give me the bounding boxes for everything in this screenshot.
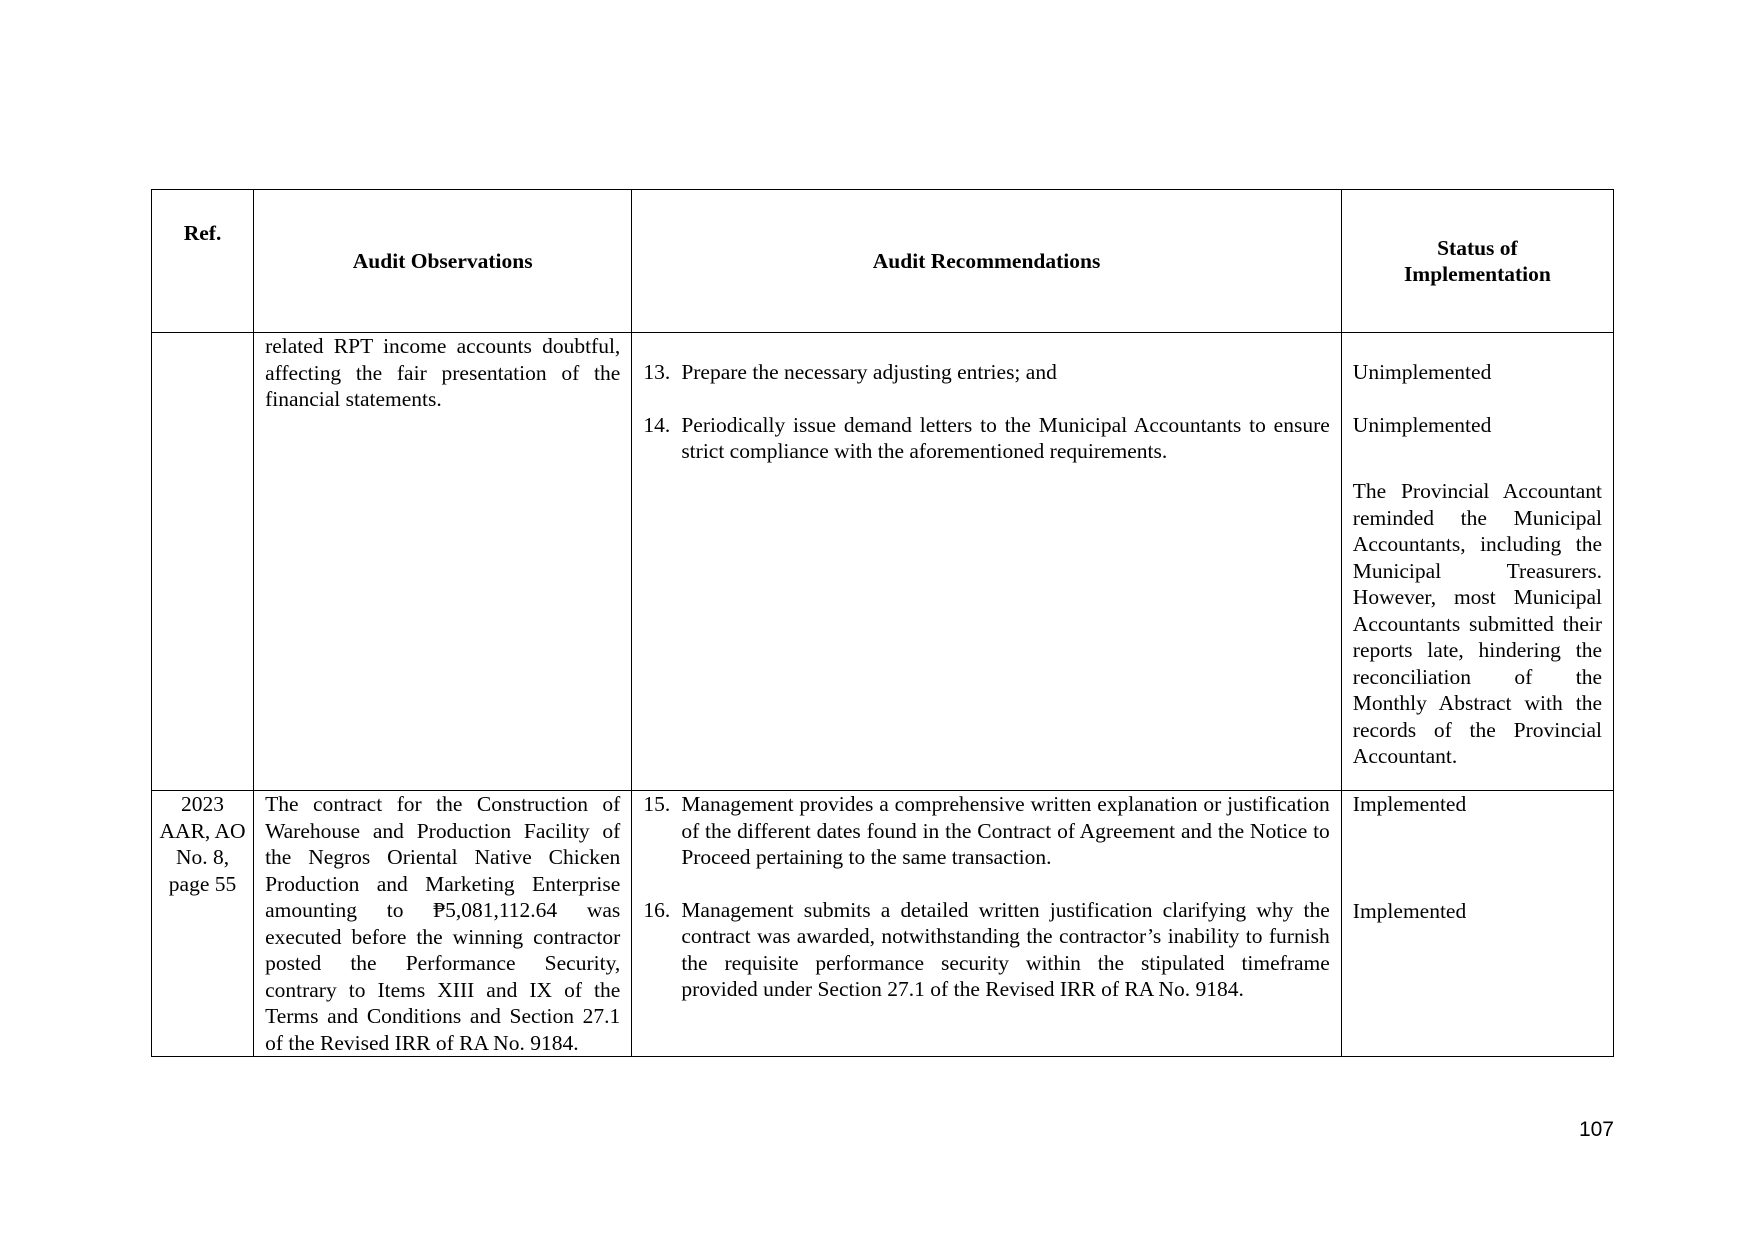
header-audit-observations: Audit Observations [254,190,632,333]
table-row [152,333,1614,791]
recommendation-number: 15. [643,792,671,816]
header-ref: Ref. [152,190,254,333]
recommendation-item-13 [643,359,1329,386]
audit-status-table [151,189,1614,1057]
table-header-row [152,190,1614,333]
ref-cell [152,333,254,791]
observation-text: related RPT income accounts doubtful, affecting the fair presentation of the financial statements. [265,334,621,411]
observation-cell [254,791,632,1057]
recommendation-item-16 [643,897,1329,1003]
header-status-label: Status of Implementation [1403,235,1551,286]
recommendation-item-14 [643,412,1329,465]
table-row [152,791,1614,1057]
recommendation-number: 16. [643,897,671,922]
status-cell [1341,333,1613,791]
recommendation-number: 13. [643,360,671,384]
recommendation-number: 14. [643,412,671,437]
status-value: Implemented [1352,898,1467,923]
header-audit-recommendations: Audit Recommendations [632,190,1341,333]
observation-text: The contract for the Construction of Warehouse and Production Facility of the Negros Oriental Native Chicken Production and Marketing Enterprise amounting to ₱5,081,112.64 was executed before the winning contractor posted the Performance Security, contrary to Items XIII and IX of the Terms and Conditions and Section 27.1 of the Revised IRR of RA No. 9184. [265,792,621,1055]
recommendations-cell [632,333,1341,791]
status-cell [1341,791,1613,1057]
recommendation-item-15 [643,791,1329,871]
status-value: Implemented [1352,792,1467,816]
status-value: Unimplemented [1352,360,1492,384]
recommendation-text: Prepare the necessary adjusting entries; and [681,360,1057,384]
header-status-of-implementation [1341,190,1613,333]
page-number: 107 [1578,1118,1614,1141]
recommendation-text: Management submits a detailed written justification clarifying why the contract was awarded, notwithstanding the contractor’s inability to furnish the requisite performance security within the stipulated timeframe provided under Section 27.1 of the Revised IRR of RA No. 9184. [681,897,1330,1001]
ref-cell: 2023 AAR, AO No. 8, page 55 [152,791,254,1057]
recommendation-text: Periodically issue demand letters to the Municipal Accountants to ensure strict compliance with the aforementioned requirements. [681,412,1330,463]
recommendations-cell [632,791,1341,1057]
status-note: The Provincial Accountant reminded the Municipal Accountants, including the Municipal Treasurers. However, most Municipal Accountants submitted their reports late, hindering the reconciliation of the Monthly Abstract with the records of the Provincial Accountant. [1352,479,1602,768]
recommendation-text: Management provides a comprehensive written explanation or justification of the different dates found in the Contract of Agreement and the Notice to Proceed pertaining to the same transaction. [681,792,1330,869]
status-value: Unimplemented [1352,412,1492,437]
observation-cell [254,333,632,791]
